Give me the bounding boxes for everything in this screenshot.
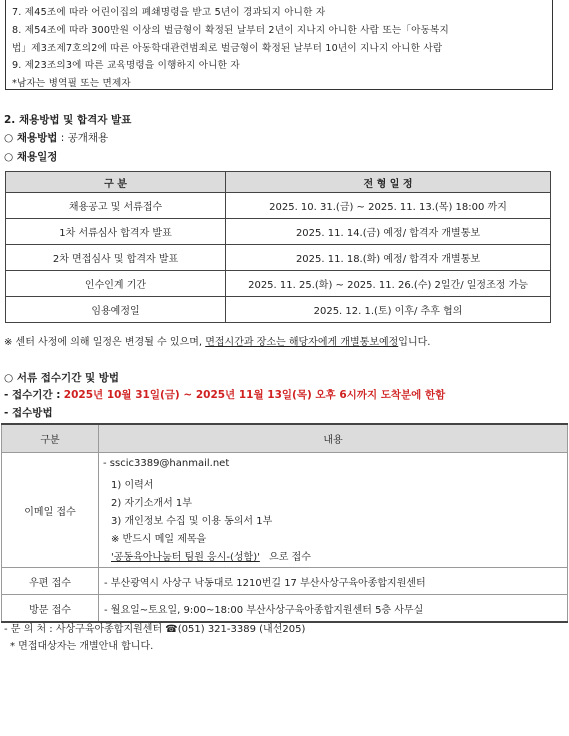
eligibility-line-8-cont: 법」제3조제7호의2에 따른 아동학대관련범죄로 벌금형이 확정된 날부터 10년이 지나지 아니한 사람 — [12, 43, 443, 54]
table-row — [6, 245, 551, 271]
email-content — [99, 453, 568, 568]
notice-suffix: 입니다. — [398, 337, 431, 348]
hiring-method — [4, 130, 108, 145]
email-subject-line — [111, 548, 311, 563]
interview-note: * 면접대상자는 개별안내 합니다. — [10, 641, 154, 652]
table-row — [6, 193, 551, 219]
contact-line: - 문 의 처 : 사상구육아종합지원센터 ☎(051) 321-3389 (내선205) — [4, 624, 306, 635]
email-address: - sscic3389@hanmail.net — [103, 458, 230, 469]
schedule-cell-step: 1차 서류심사 합격자 발표 — [6, 219, 226, 245]
hiring-method-label: ○ 채용방법 — [4, 132, 58, 144]
schedule-header-category: 구 분 — [6, 172, 226, 193]
email-subject: '공동육아나눔터 팀원 응시-(성함)' — [111, 552, 260, 563]
eligibility-line-7: 7. 제45조에 따라 어린이집의 폐쇄명령을 받고 5년이 경과되지 아니한 자 — [12, 7, 326, 18]
schedule-cell-step: 2차 면접심사 및 합격자 발표 — [6, 245, 226, 271]
email-subject-notice: ※ 반드시 메일 제목을 — [111, 534, 207, 545]
email-item-resume: 1) 이력서 — [111, 480, 154, 491]
email-label: 이메일 접수 — [2, 453, 99, 568]
military-note: *남자는 병역필 또는 면제자 — [12, 78, 131, 89]
application-table — [1, 423, 568, 623]
application-title: ○ 서류 접수기간 및 방법 — [4, 372, 120, 384]
email-item-consent: 3) 개인정보 수집 및 이용 동의서 1부 — [111, 516, 273, 527]
table-row — [6, 219, 551, 245]
eligibility-box — [5, 0, 553, 90]
application-period-value: 2025년 10월 31일(금) ~ 2025년 11월 13일(목) 오후 6시까지 도착분에 한함 — [63, 389, 446, 401]
table-row — [2, 595, 568, 623]
application-header-category: 구분 — [2, 424, 99, 453]
schedule-cell-date: 2025. 10. 31.(금) ~ 2025. 11. 13.(목) 18:00 까지 — [226, 193, 551, 219]
schedule-cell-step: 채용공고 및 서류접수 — [6, 193, 226, 219]
schedule-table — [5, 171, 551, 323]
post-value: - 부산광역시 사상구 낙동대로 1210번길 17 부산사상구육아종합지원센터 — [99, 568, 568, 595]
schedule-cell-date: 2025. 12. 1.(토) 이후/ 추후 협의 — [226, 297, 551, 323]
notice-underlined: 면접시간과 장소는 해당자에게 개별통보예정 — [205, 337, 399, 348]
notice-prefix: ※ 센터 사정에 의해 일정은 변경될 수 있으며, — [4, 337, 206, 348]
table-row — [2, 568, 568, 595]
schedule-cell-step: 임용예정일 — [6, 297, 226, 323]
post-label: 우편 접수 — [2, 568, 99, 595]
schedule-cell-date: 2025. 11. 14.(금) 예정/ 합격자 개별통보 — [226, 219, 551, 245]
schedule-notice — [4, 333, 430, 348]
section-2-title: 2. 채용방법 및 합격자 발표 — [4, 114, 132, 126]
application-method-label: - 접수방법 — [4, 407, 53, 419]
table-row — [6, 297, 551, 323]
application-header-row — [2, 424, 568, 453]
schedule-cell-step: 인수인계 기간 — [6, 271, 226, 297]
schedule-cell-date: 2025. 11. 25.(화) ~ 2025. 11. 26.(수) 2일간/ 일정조정 가능 — [226, 271, 551, 297]
application-period-label: - 접수기간 : — [4, 389, 61, 401]
schedule-cell-date: 2025. 11. 18.(화) 예정/ 합격자 개별통보 — [226, 245, 551, 271]
schedule-label — [4, 149, 57, 164]
application-header-content: 내용 — [99, 424, 568, 453]
table-row — [6, 271, 551, 297]
application-period — [4, 387, 445, 402]
eligibility-line-8: 8. 제54조에 따라 300만원 이상의 벌금형이 확정된 날부터 2년이 지나지 아니한 사람 또는「아동복지 — [12, 25, 449, 36]
schedule-header-dates: 전 형 일 정 — [226, 172, 551, 193]
hiring-method-value: : 공개채용 — [60, 132, 109, 144]
email-subject-suffix: 으로 접수 — [269, 552, 311, 563]
visit-label: 방문 접수 — [2, 595, 99, 623]
schedule-header-row — [6, 172, 551, 193]
visit-value: - 월요일~토요일, 9:00~18:00 부산사상구육아종합지원센터 5층 사무실 — [99, 595, 568, 623]
table-row — [2, 453, 568, 568]
schedule-label-text: ○ 채용일정 — [4, 151, 58, 163]
email-item-intro: 2) 자기소개서 1부 — [111, 498, 192, 509]
eligibility-line-9: 9. 제23조의3에 따른 교육명령을 이행하지 아니한 자 — [12, 60, 240, 71]
